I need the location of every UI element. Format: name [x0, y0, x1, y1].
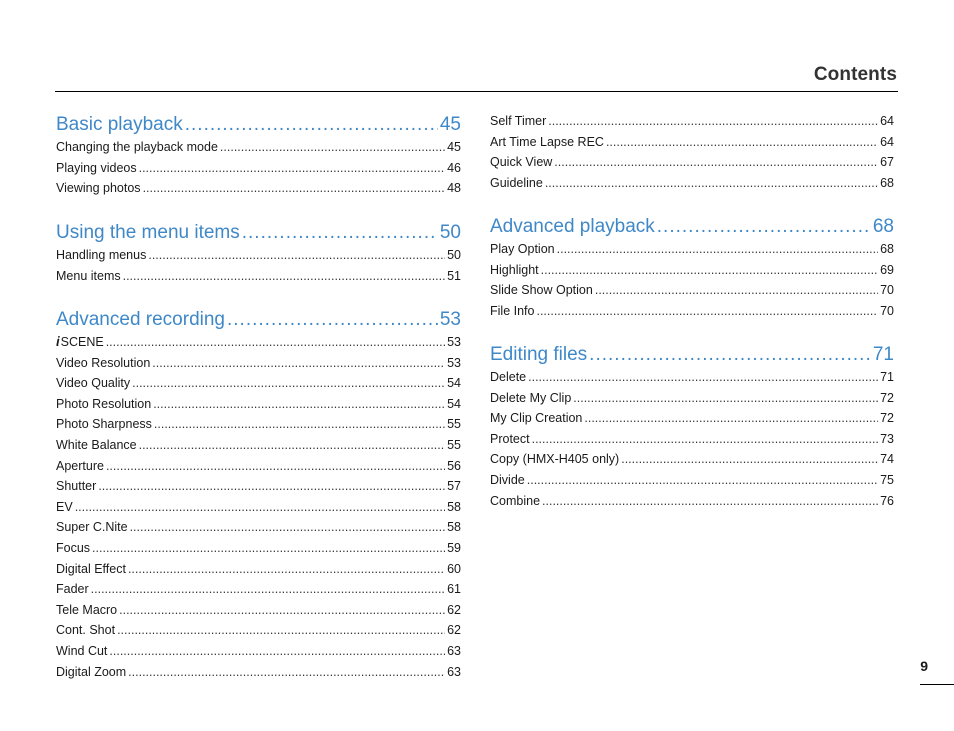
toc-entry[interactable] — [490, 388, 894, 409]
toc-entry[interactable] — [56, 245, 461, 266]
entry-label-text: SCENE — [60, 335, 104, 349]
entry-label: My Clip Creation — [490, 411, 583, 426]
dot-leader — [220, 137, 445, 158]
entry-label: Photo Resolution — [56, 396, 152, 411]
section-page: 68 — [872, 216, 894, 237]
section-title: Using the menu items — [56, 222, 240, 243]
toc-entry[interactable] — [490, 260, 894, 281]
entry-label: Tele Macro — [56, 602, 118, 617]
dot-leader — [554, 152, 878, 173]
entry-label: Handling menus — [56, 248, 147, 262]
dot-leader — [75, 497, 445, 518]
toc-entry[interactable] — [56, 435, 461, 456]
dot-leader — [557, 239, 878, 260]
dot-leader — [527, 470, 878, 491]
entry-page: 75 — [880, 472, 894, 487]
dot-leader — [139, 158, 445, 179]
section-page: 71 — [872, 344, 894, 365]
page-title: Contents — [813, 64, 897, 85]
toc-entry[interactable] — [56, 158, 461, 179]
entry-label: Combine — [490, 493, 541, 508]
entry-page: 76 — [880, 493, 894, 508]
dot-leader — [545, 173, 878, 194]
entry-label: Art Time Lapse REC — [490, 134, 604, 149]
toc-entry[interactable] — [56, 538, 461, 559]
dot-leader — [132, 373, 445, 394]
toc-entry[interactable] — [56, 559, 461, 580]
toc-entry[interactable] — [56, 476, 461, 497]
entry-label: Focus — [56, 540, 91, 555]
entry-page: 64 — [880, 114, 894, 128]
smart-auto-icon: ἰ — [56, 334, 60, 349]
entry-page: 46 — [447, 160, 461, 175]
toc-entry[interactable] — [490, 470, 894, 491]
entry-label: Shutter — [56, 479, 97, 494]
entry-page: 61 — [447, 582, 461, 597]
dot-leader — [91, 579, 445, 600]
entry-label: Video Quality — [56, 376, 131, 391]
entry-page: 70 — [880, 303, 894, 318]
entry-label: Playing videos — [56, 160, 137, 175]
toc-section-basic-playback — [56, 113, 461, 199]
toc-entry[interactable] — [56, 332, 461, 353]
dot-leader — [528, 367, 878, 388]
dot-leader — [536, 301, 878, 322]
dot-leader — [584, 408, 878, 429]
entry-label: Wind Cut — [56, 643, 108, 658]
entry-label: Delete — [490, 370, 527, 384]
toc-entry[interactable] — [56, 600, 461, 621]
toc-entry[interactable] — [56, 353, 461, 374]
entry-label: Cont. Shot — [56, 623, 116, 638]
entry-page: 62 — [447, 623, 461, 638]
entry-page: 64 — [880, 134, 894, 149]
entry-page: 63 — [447, 664, 461, 679]
entry-label: Copy (HMX-H405 only) — [490, 452, 620, 467]
dot-leader — [109, 641, 445, 662]
dot-leader — [98, 476, 445, 497]
entry-label: Delete My Clip — [490, 390, 572, 405]
dot-leader — [117, 620, 445, 641]
dot-leader — [548, 111, 878, 132]
entry-label — [56, 332, 104, 353]
dot-leader — [148, 245, 445, 266]
entry-page: 55 — [447, 417, 461, 432]
entry-page: 53 — [447, 355, 461, 370]
entry-page: 70 — [880, 283, 894, 298]
toc-entry[interactable] — [56, 394, 461, 415]
toc-section-heading[interactable] — [490, 215, 894, 239]
toc-section-advanced-recording — [56, 308, 461, 682]
toc-entry[interactable] — [490, 491, 894, 512]
entry-label: Fader — [56, 582, 89, 597]
toc-entry[interactable] — [490, 408, 894, 429]
dot-leader — [542, 491, 878, 512]
entry-label: Highlight — [490, 262, 539, 277]
dot-leader — [242, 221, 438, 245]
entry-label: Super C.Nite — [56, 520, 128, 535]
toc-entry[interactable] — [490, 367, 894, 388]
dot-leader — [128, 662, 445, 683]
dot-leader — [106, 332, 445, 353]
entry-page: 72 — [880, 390, 894, 405]
entry-page: 73 — [880, 431, 894, 446]
entry-label: File Info — [490, 303, 535, 318]
toc-section-editing-files — [490, 343, 894, 511]
entry-label: Viewing photos — [56, 181, 141, 196]
dot-leader — [185, 113, 438, 137]
toc-entry[interactable] — [490, 280, 894, 301]
dot-leader — [541, 260, 878, 281]
dot-leader — [106, 456, 445, 477]
entry-label: Quick View — [490, 155, 553, 170]
entry-page: 55 — [447, 437, 461, 452]
toc-entry[interactable] — [490, 132, 894, 153]
entry-page: 45 — [447, 140, 461, 154]
dot-leader — [606, 132, 878, 153]
toc-entry[interactable] — [56, 579, 461, 600]
entry-page: 48 — [447, 181, 461, 196]
entry-page: 71 — [880, 370, 894, 384]
toc-entry[interactable] — [56, 414, 461, 435]
toc-entry[interactable] — [56, 497, 461, 518]
entry-page: 50 — [447, 248, 461, 262]
dot-leader — [130, 517, 446, 538]
entry-page: 60 — [447, 561, 461, 576]
entry-page: 53 — [447, 335, 461, 349]
dot-leader — [227, 308, 438, 332]
entry-page: 58 — [447, 520, 461, 535]
dot-leader — [153, 394, 445, 415]
entry-label: Digital Zoom — [56, 664, 127, 679]
toc-entry[interactable] — [490, 111, 894, 132]
entry-page: 54 — [447, 376, 461, 391]
toc-entry[interactable] — [56, 641, 461, 662]
page-number: 9 — [920, 658, 928, 674]
entry-page: 51 — [447, 268, 461, 283]
page-number-divider — [920, 684, 954, 685]
dot-leader — [621, 449, 878, 470]
dot-leader — [123, 266, 445, 287]
entry-page: 68 — [880, 175, 894, 190]
toc-entry[interactable] — [490, 173, 894, 194]
toc-entry[interactable] — [490, 301, 894, 322]
section-page: 53 — [439, 309, 461, 330]
toc-section-heading[interactable] — [56, 113, 461, 137]
section-title: Advanced playback — [490, 216, 655, 237]
dot-leader — [657, 215, 871, 239]
entry-label: Video Resolution — [56, 355, 151, 370]
toc-continued-entries — [490, 111, 894, 193]
entry-page: 56 — [447, 458, 461, 473]
toc-entry[interactable] — [490, 449, 894, 470]
entry-label: Play Option — [490, 242, 555, 256]
dot-leader — [92, 538, 445, 559]
section-title: Basic playback — [56, 114, 183, 135]
entry-page: 69 — [880, 262, 894, 277]
entry-page: 68 — [880, 242, 894, 256]
entry-label: Menu items — [56, 268, 121, 283]
section-title: Editing files — [490, 344, 588, 365]
toc-section-advanced-playback — [490, 215, 894, 321]
entry-label: Protect — [490, 431, 530, 446]
section-title: Advanced recording — [56, 309, 225, 330]
dot-leader — [119, 600, 445, 621]
toc-entry[interactable] — [56, 137, 461, 158]
entry-label: Divide — [490, 472, 525, 487]
toc-entry[interactable] — [56, 662, 461, 683]
entry-label: Self Timer — [490, 114, 547, 128]
dot-leader — [143, 178, 446, 199]
dot-leader — [128, 559, 445, 580]
dot-leader — [152, 353, 445, 374]
section-page: 50 — [439, 222, 461, 243]
toc-entry[interactable] — [56, 266, 461, 287]
toc-entry[interactable] — [56, 373, 461, 394]
toc-entry[interactable] — [490, 429, 894, 450]
toc-section-heading[interactable] — [56, 221, 461, 245]
toc-entry[interactable] — [490, 152, 894, 173]
entry-page: 58 — [447, 499, 461, 514]
dot-leader — [532, 429, 878, 450]
entry-label: White Balance — [56, 437, 137, 452]
dot-leader — [595, 280, 878, 301]
entry-page: 74 — [880, 452, 894, 467]
dot-leader — [139, 435, 445, 456]
dot-leader — [573, 388, 878, 409]
dot-leader — [154, 414, 445, 435]
entry-label: Photo Sharpness — [56, 417, 152, 432]
entry-label: Changing the playback mode — [56, 140, 218, 154]
section-page: 45 — [439, 114, 461, 135]
entry-label: Slide Show Option — [490, 283, 593, 298]
entry-page: 57 — [447, 479, 461, 494]
dot-leader — [589, 343, 871, 367]
entry-label: Guideline — [490, 175, 543, 190]
toc-entry[interactable] — [56, 517, 461, 538]
entry-label: Aperture — [56, 458, 104, 473]
toc-section-heading[interactable] — [56, 308, 461, 332]
entry-page: 62 — [447, 602, 461, 617]
entry-label: EV — [56, 499, 73, 514]
toc-entry[interactable] — [56, 620, 461, 641]
toc-section-heading[interactable] — [490, 343, 894, 367]
toc-entry[interactable] — [56, 456, 461, 477]
toc-section-using-menu-items — [56, 221, 461, 286]
title-divider — [55, 91, 898, 92]
entry-label: Digital Effect — [56, 561, 126, 576]
entry-page: 54 — [447, 396, 461, 411]
entry-page: 67 — [880, 155, 894, 170]
toc-entry[interactable] — [490, 239, 894, 260]
entry-page: 72 — [880, 411, 894, 426]
entry-page: 59 — [447, 540, 461, 555]
toc-entry[interactable] — [56, 178, 461, 199]
entry-page: 63 — [447, 643, 461, 658]
